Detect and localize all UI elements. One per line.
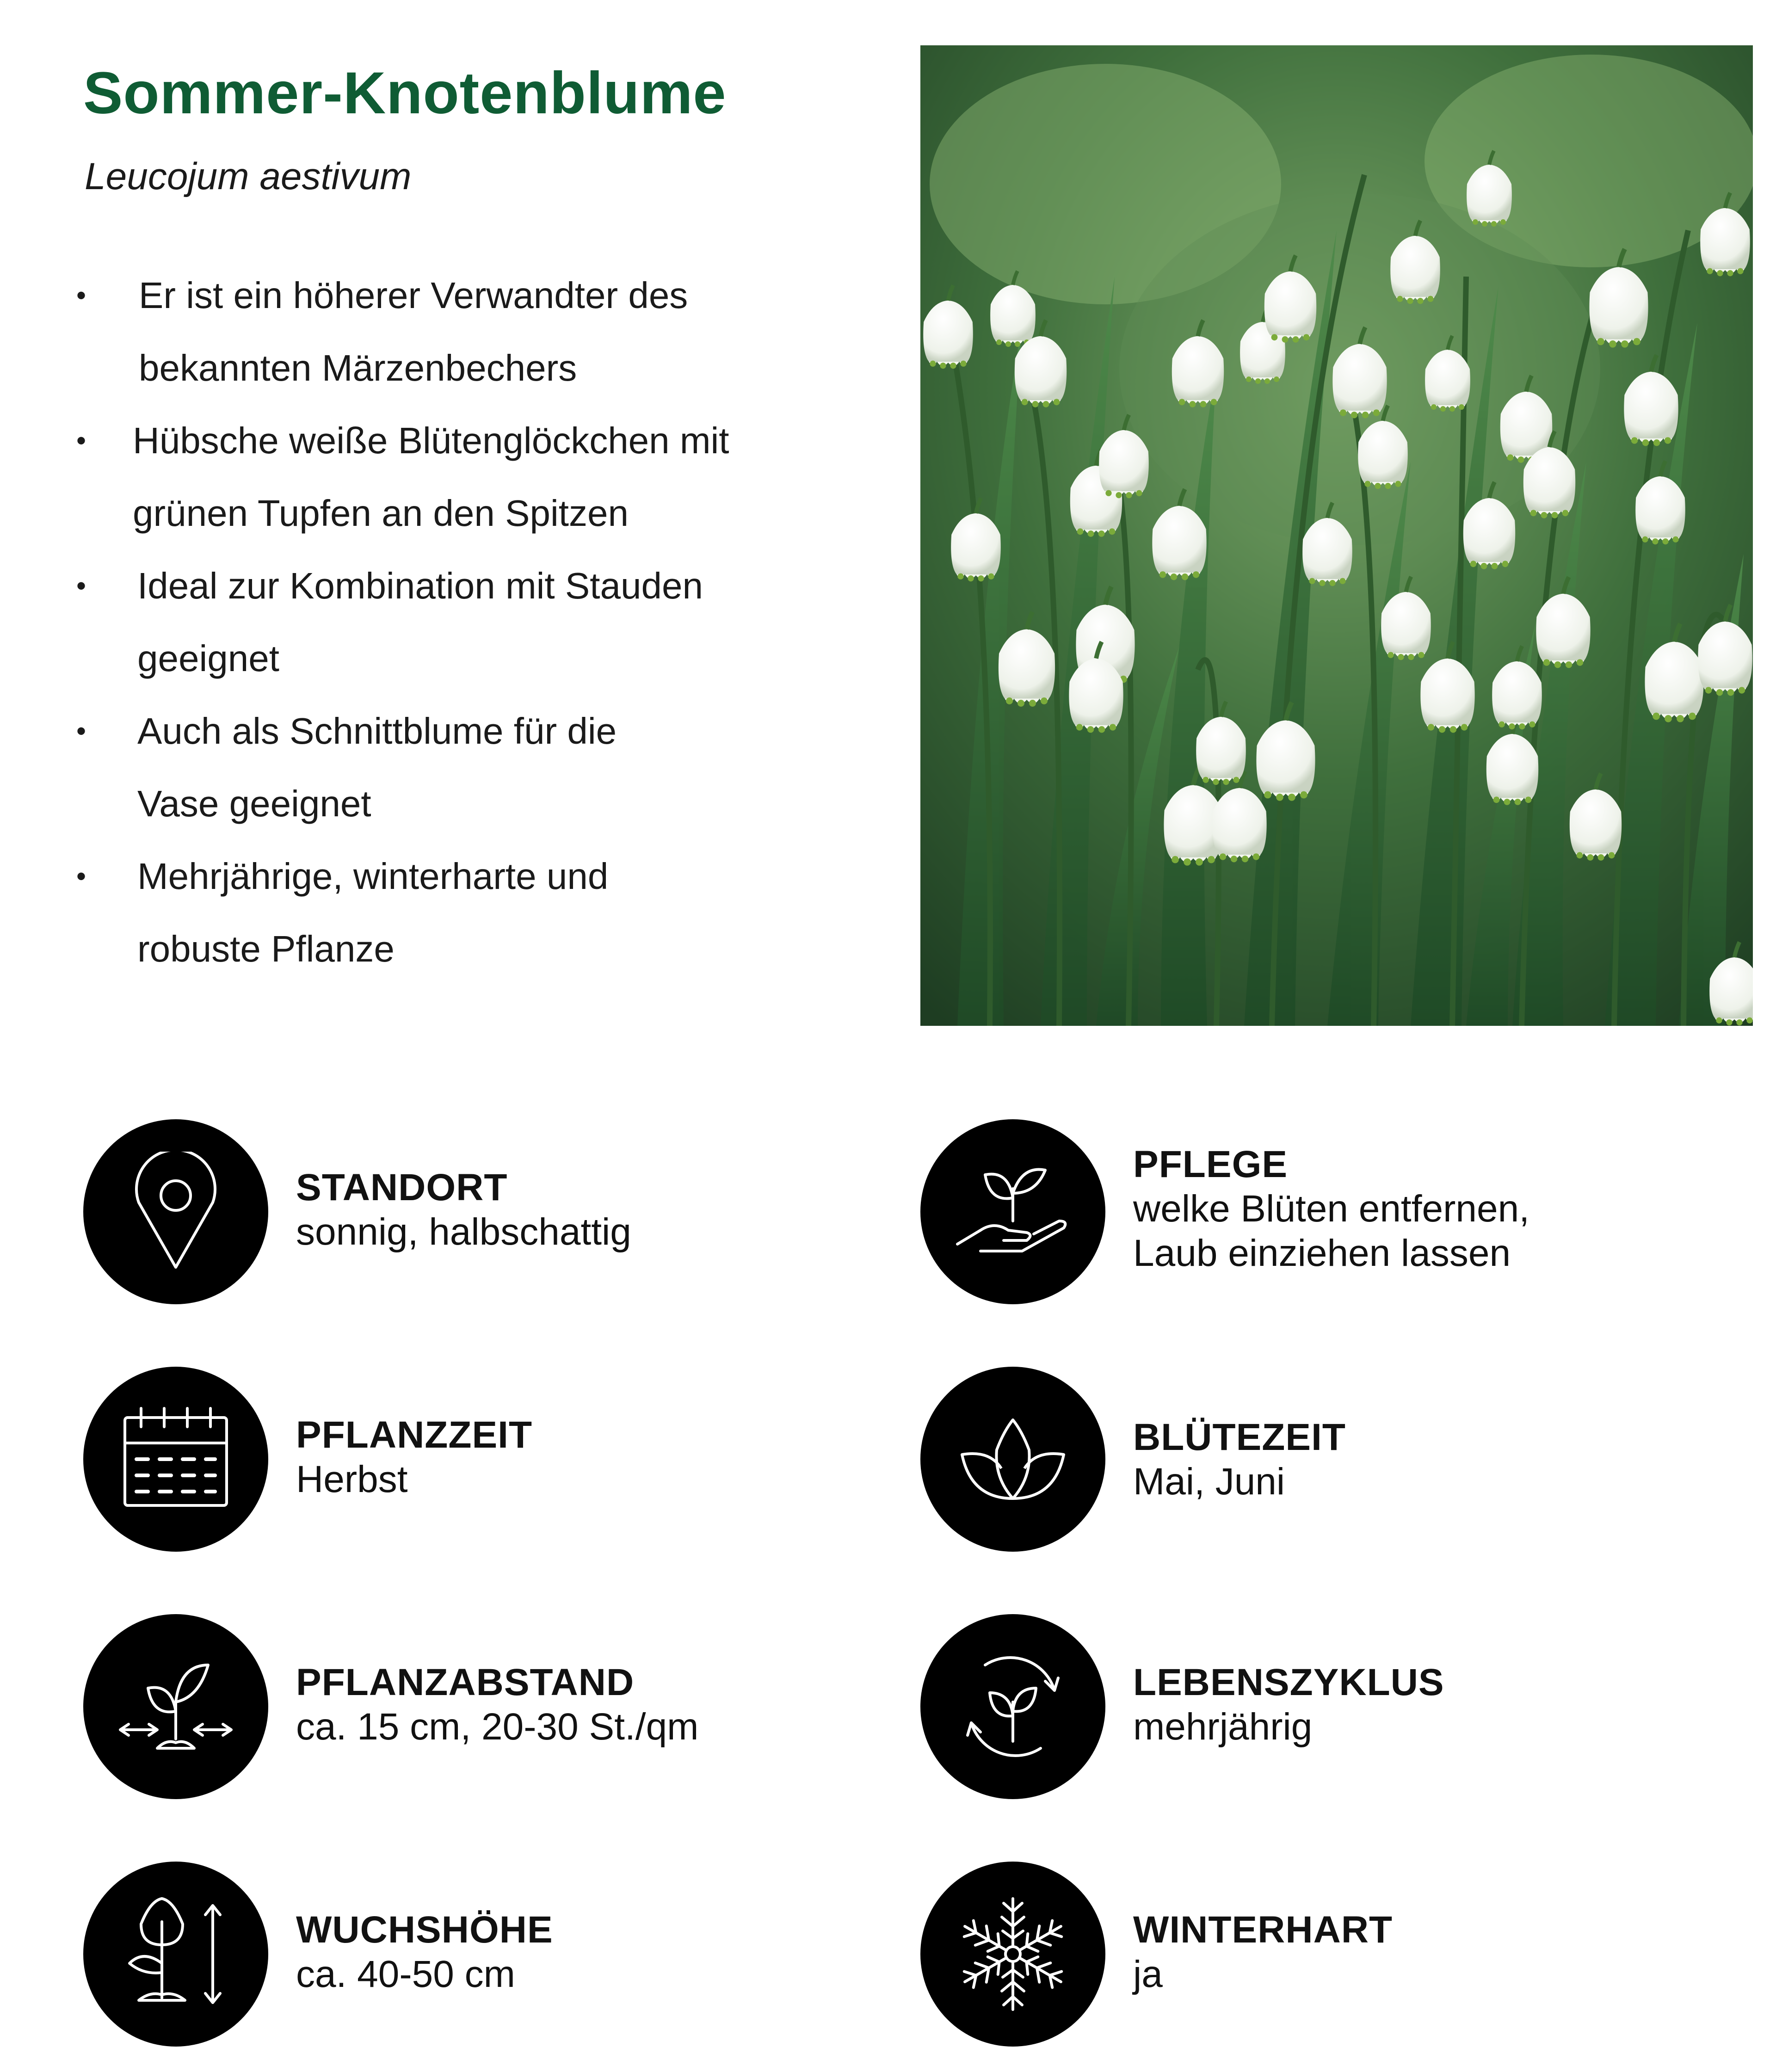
bullet-item-continued: bekannten Märzenbechers: [139, 347, 577, 388]
feature-label: WINTERHART: [1133, 1909, 1393, 1951]
feature-label: LEBENSZYKLUS: [1133, 1661, 1444, 1703]
location-pin-icon: [83, 1119, 268, 1304]
bullet-item: • Er ist ein höherer Verwandter des: [76, 259, 835, 332]
feature-label: BLÜTEZEIT: [1133, 1416, 1346, 1458]
feature-pflanzabstand: [83, 1614, 897, 1799]
product-title: Sommer-Knotenblume: [83, 60, 727, 126]
bullet-item: • Mehrjährige, winterharte und: [76, 840, 835, 913]
feature-bluetezeit: [920, 1367, 1734, 1552]
calendar-icon: [83, 1367, 268, 1552]
feature-pflanzzeit: [83, 1367, 897, 1552]
bullet-dot: •: [76, 280, 86, 311]
feature-lebenszyklus: [920, 1614, 1734, 1799]
feature-value: ca. 15 cm, 20-30 St./qm: [296, 1706, 699, 1748]
feature-bullet-list: [76, 259, 835, 985]
feature-value: sonnig, halbschattig: [296, 1211, 631, 1253]
bullet-item-continued: geeignet: [137, 638, 279, 679]
snowflake-flowers-illustration: [920, 45, 1753, 1026]
feature-label: STANDORT: [296, 1166, 508, 1209]
feature-value: ja: [1133, 1953, 1163, 1995]
bullet-item-continued: grünen Tupfen an den Spitzen: [133, 493, 629, 534]
bullet-dot: •: [76, 715, 86, 746]
feature-value-line2: Laub einziehen lassen: [1133, 1232, 1511, 1274]
feature-winterhart: [920, 1862, 1734, 2047]
feature-label: PFLANZZEIT: [296, 1414, 533, 1456]
bullet-dot: •: [76, 861, 86, 892]
feature-label: WUCHSHÖHE: [296, 1909, 553, 1951]
plant-height-icon: [83, 1862, 268, 2047]
feature-value: ca. 40-50 cm: [296, 1953, 515, 1995]
hand-seedling-icon: [920, 1119, 1105, 1304]
snowflake-icon: [920, 1862, 1105, 2047]
bullet-item: • Auch als Schnittblume für die: [76, 695, 835, 767]
bullet-item: • Hübsche weiße Blütenglöckchen mit: [76, 404, 835, 477]
feature-value-line1: welke Blüten entfernen,: [1133, 1188, 1529, 1230]
bullet-dot: •: [76, 570, 86, 601]
feature-label: PFLANZABSTAND: [296, 1661, 635, 1703]
feature-wuchshoehe: [83, 1862, 897, 2047]
bullet-item-continued: robuste Pflanze: [137, 928, 395, 969]
product-photo: [920, 45, 1753, 1026]
feature-value: mehrjährig: [1133, 1706, 1313, 1748]
plant-cycle-icon: [920, 1614, 1105, 1799]
feature-standort: [83, 1119, 897, 1304]
feature-value: Herbst: [296, 1458, 408, 1500]
lotus-flower-icon: [920, 1367, 1105, 1552]
feature-value: Mai, Juni: [1133, 1461, 1285, 1503]
feature-pflege: [920, 1119, 1734, 1304]
bullet-item: • Ideal zur Kombination mit Stauden: [76, 549, 835, 622]
product-latin-name: Leucojum aestivum: [85, 155, 412, 197]
feature-label: PFLEGE: [1133, 1143, 1288, 1185]
bullet-item-continued: Vase geeignet: [137, 783, 371, 824]
plant-spacing-icon: [83, 1614, 268, 1799]
bullet-dot: •: [76, 425, 86, 456]
